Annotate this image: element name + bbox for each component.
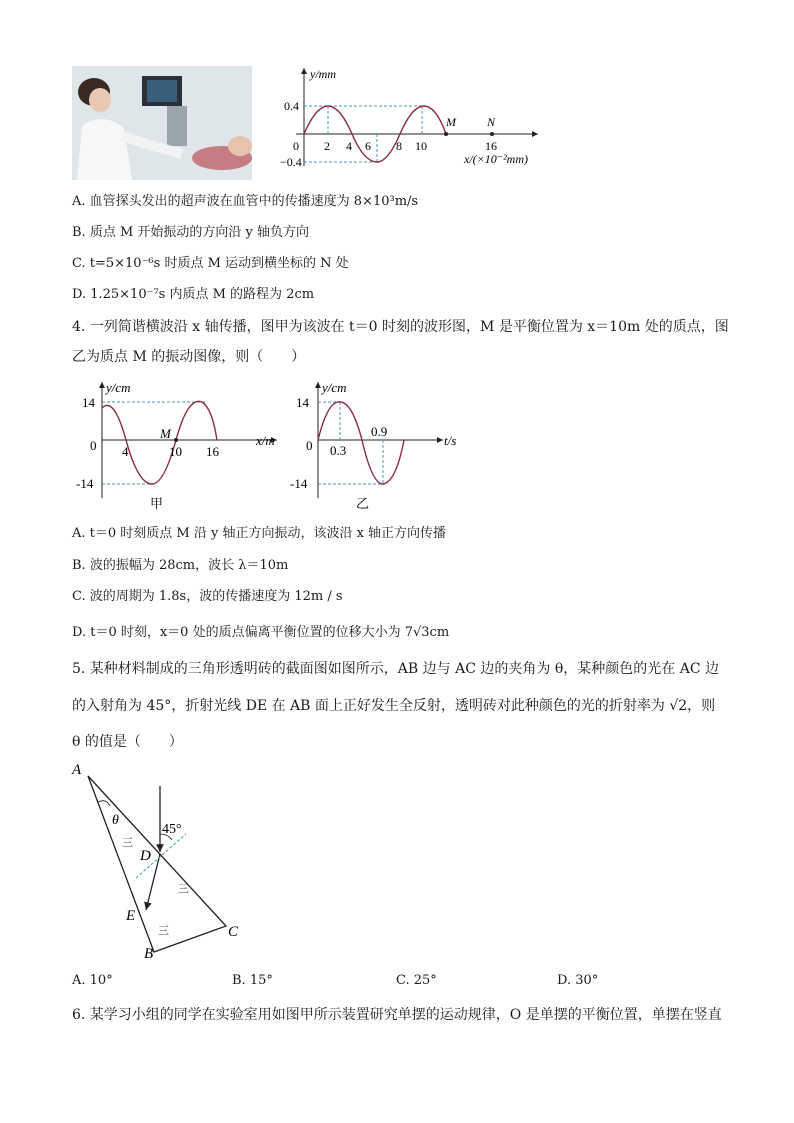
svg-text:甲: 甲 — [150, 496, 164, 511]
svg-text:y/cm: y/cm — [106, 380, 131, 395]
svg-text:-14: -14 — [290, 476, 308, 491]
svg-text:0.3: 0.3 — [330, 443, 347, 458]
q4-stem-line1: 4. 一列简谐横波沿 x 轴传播，图甲为该波在 t＝0 时刻的波形图，M 是平衡位置为 x＝10m 处的质点，图 — [72, 319, 729, 335]
q4-graph-b — [288, 378, 478, 513]
x-axis-label: x/(×10⁻²mm) — [464, 152, 529, 166]
q4-option-c: C. 波的周期为 1.8s，波的传播速度为 12m / s — [72, 589, 343, 604]
svg-text:θ: θ — [112, 813, 119, 828]
point-n-dot — [490, 132, 494, 136]
svg-text:14: 14 — [82, 395, 95, 410]
q4a-wave-curve — [102, 401, 217, 484]
svg-text:x/m: x/m — [256, 433, 275, 448]
q5-option-c: C. 25° — [396, 973, 437, 988]
svg-text:45°: 45° — [162, 822, 182, 837]
q5-option-d: D. 30° — [557, 973, 599, 988]
svg-text:14: 14 — [296, 395, 309, 410]
point-m-label: M — [446, 115, 456, 129]
svg-text:0: 0 — [90, 438, 97, 453]
q3-wave-graph — [280, 62, 550, 172]
svg-text:6: 6 — [365, 139, 371, 153]
q4-option-d: D. t＝0 时刻，x＝0 处的质点偏离平衡位置的位移大小为 7√3cm — [72, 625, 450, 640]
q4-option-a: A. t＝0 时刻质点 M 沿 y 轴正方向振动，该波沿 x 轴正方向传播 — [72, 526, 447, 541]
svg-text:−0.4: −0.4 — [280, 155, 302, 169]
svg-text:A: A — [72, 762, 82, 778]
svg-text:乙: 乙 — [356, 496, 370, 511]
q3-option-d: D. 1.25×10⁻⁷s 内质点 M 的路程为 2cm — [72, 287, 315, 302]
q6-stem-line1: 6. 某学习小组的同学在实验室用如图甲所示装置研究单摆的运动规律，O 是单摆的平衡位置，单摆在竖直 — [72, 1007, 722, 1023]
svg-text:D: D — [140, 848, 151, 864]
q3-option-a: A. 血管探头发出的超声波在血管中的传播速度为 8×10³m/s — [72, 194, 419, 209]
q4-stem-line2: 乙为质点 M 的振动图像，则（ ） — [72, 349, 306, 365]
svg-text:E: E — [126, 908, 136, 924]
svg-text:16: 16 — [206, 444, 219, 459]
point-m-dot — [444, 132, 448, 136]
svg-text:0.4: 0.4 — [284, 99, 299, 113]
svg-text:2: 2 — [324, 139, 330, 153]
svg-text:4: 4 — [122, 444, 129, 459]
q5-prism-figure — [68, 758, 258, 963]
q5-option-a: A. 10° — [72, 973, 113, 988]
svg-text:0: 0 — [306, 438, 313, 453]
svg-text:16: 16 — [485, 139, 497, 153]
y-axis-label: y/mm — [310, 67, 336, 81]
svg-text:-14: -14 — [76, 476, 94, 491]
q4-graph-a — [72, 378, 287, 513]
svg-text:三: 三 — [158, 925, 169, 937]
point-n-label: N — [487, 115, 496, 129]
svg-text:y/cm: y/cm — [322, 380, 347, 395]
svg-text:三: 三 — [122, 837, 133, 849]
svg-text:三: 三 — [178, 883, 189, 895]
q5-stem-line3: θ 的值是（ ） — [72, 734, 183, 750]
q5-stem-line2: 的入射角为 45°，折射光线 DE 在 AB 面上正好发生全反射，透明砖对此种颜色的光的折射率为 √2，则 — [72, 698, 716, 714]
svg-text:C: C — [228, 924, 239, 940]
q5-option-b: B. 15° — [232, 973, 273, 988]
svg-text:4: 4 — [346, 139, 352, 153]
ultrasound-photo — [72, 66, 252, 180]
svg-text:10: 10 — [169, 444, 182, 459]
q4-option-b: B. 波的振幅为 28cm，波长 λ＝10m — [72, 558, 289, 573]
q5-stem-line1: 5. 某种材料制成的三角形透明砖的截面图如图所示，AB 边与 AC 边的夹角为 θ，某种颜色的光在 AC 边 — [72, 661, 719, 677]
svg-text:8: 8 — [396, 139, 402, 153]
q3-option-c: C. t=5×10⁻⁶s 时质点 M 运动到横坐标的 N 处 — [72, 256, 349, 271]
q3-option-b: B. 质点 M 开始振动的方向沿 y 轴负方向 — [72, 225, 310, 240]
svg-text:B: B — [144, 946, 154, 962]
svg-text:0.9: 0.9 — [371, 424, 388, 439]
svg-text:t/s: t/s — [444, 433, 457, 448]
svg-text:10: 10 — [415, 139, 427, 153]
svg-text:M: M — [160, 426, 171, 441]
svg-text:0: 0 — [293, 139, 299, 153]
